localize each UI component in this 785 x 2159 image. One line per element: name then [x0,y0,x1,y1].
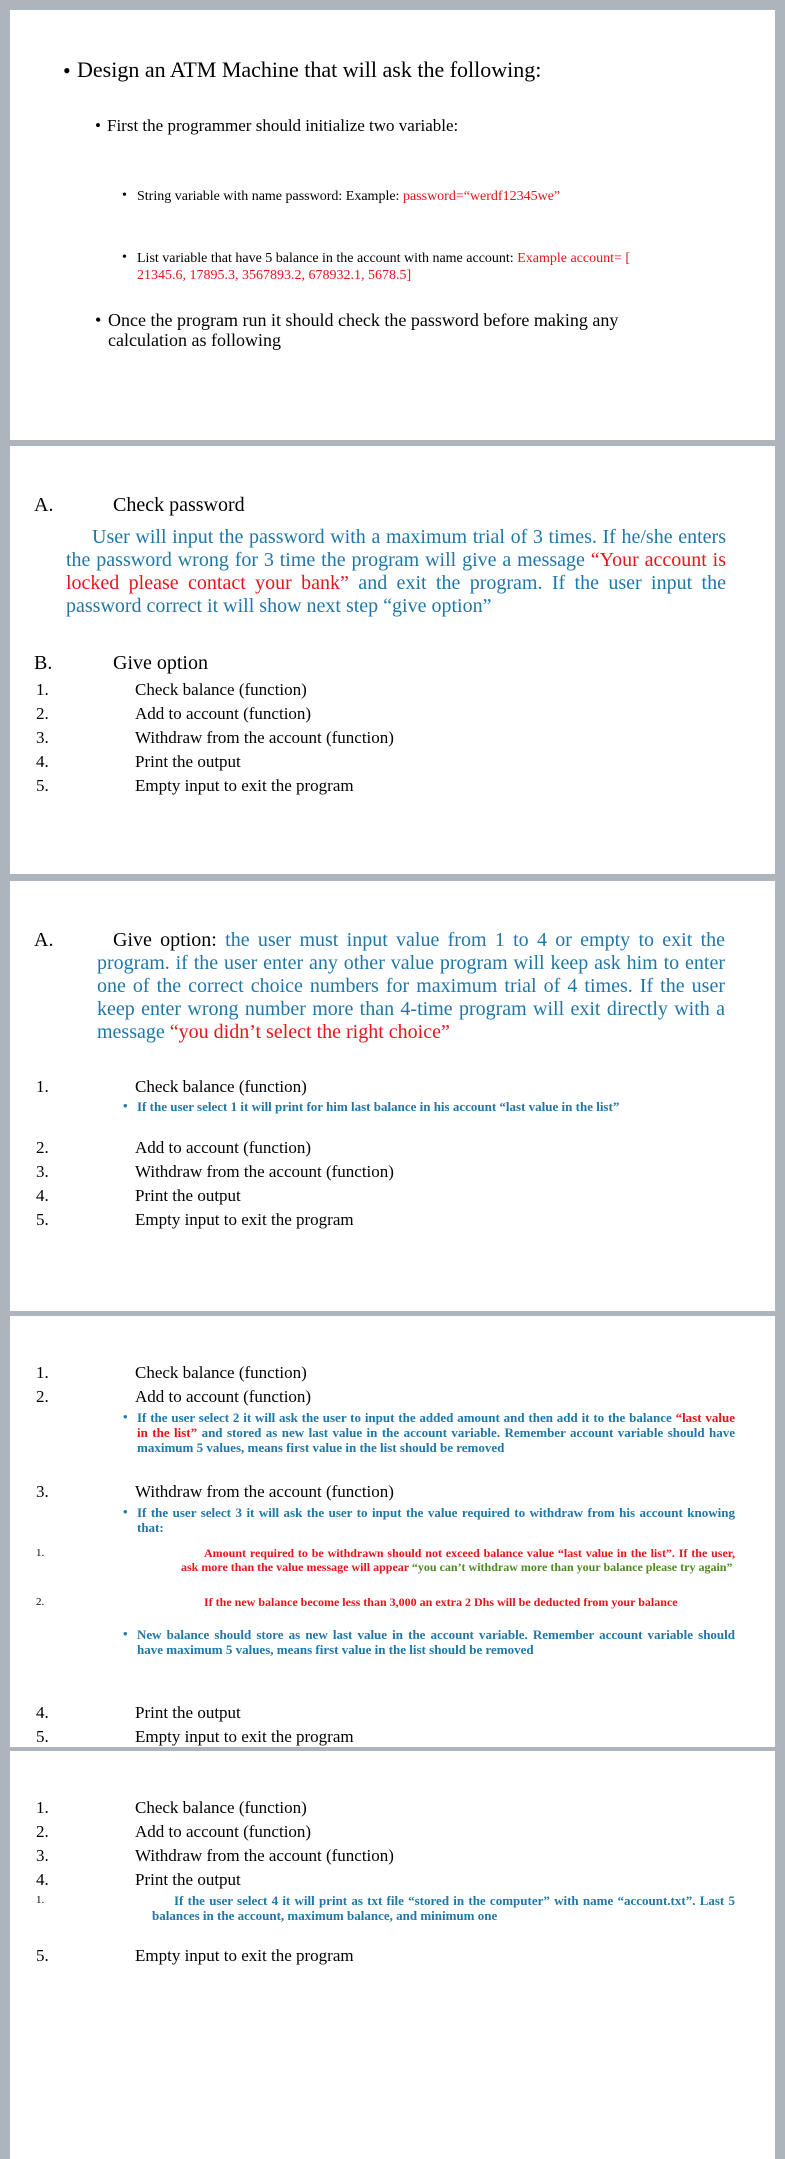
list-number: 5. [36,1946,49,1965]
list-item: Print the output [135,1870,241,1889]
slide-5 [10,1751,775,2159]
bullet-icon: • [123,1626,128,1641]
sub-sub-text: Amount required to be withdrawn should not exceed balance value “last value in the list”. If the user, ask more than the value message will appear “you can’t withdraw more than your balance please try again” [181,1546,735,1574]
list-item: Check balance (function) [135,680,307,699]
list-number: 3. [36,1482,49,1501]
sub-sub-text: If the user select 4 it will print as txt file “stored in the computer” with name “account.txt”. Last 5 balances in the account, maximum balance, and minimum one [152,1893,735,1923]
sub-sub-text: If the new balance become less than 3,000 an extra 2 Dhs will be deducted from your balance [204,1595,678,1609]
list-item: Empty input to exit the program [135,1727,354,1746]
bullet-icon: • [122,188,127,203]
list-item: Add to account (function) [135,1138,312,1157]
section-paragraph: User will input the password with a maximum trial of 3 times. If he/she enters the password wrong for 3 time the program will give a message “Your account is locked please contact your bank” and exit the program. If the user input the password correct it will show next step “give option” [66,526,726,617]
sub-bullet-text: If the user select 3 it will ask the user to input the value required to withdraw from his account knowing that: [137,1505,735,1535]
bullet-text-continued: calculation as following [108,330,281,350]
sub-bullet-text: If the user select 2 it will ask the user to input the added amount and then add it to the balance “last value in the list” and stored as new last value in the account variable. Remember account variable should have maximum 5 values, means first value in the list should be removed [137,1410,735,1455]
list-number: 4. [36,752,49,771]
list-number: 5. [36,776,49,795]
list-item: Withdraw from the account (function) [135,1482,394,1501]
list-item: Empty input to exit the program [135,1210,354,1229]
list-number: 4. [36,1870,49,1889]
sub-number: 1. [36,1894,45,1906]
list-item: Add to account (function) [135,1387,312,1406]
bullet-icon: • [123,1409,128,1424]
slide-4 [10,1316,775,1747]
list-number: 3. [36,728,49,747]
list-item: Empty input to exit the program [135,1946,354,1965]
list-item: Check balance (function) [135,1077,307,1096]
bullet-icon: • [95,310,102,330]
section-title: Check password [113,494,245,516]
list-number: 4. [36,1186,49,1205]
bullet-text-continued: 21345.6, 17895.3, 3567893.2, 678932.1, 5678.5] [137,268,412,283]
list-item: Withdraw from the account (function) [135,1846,394,1865]
list-number: 1. [36,680,49,699]
list-number: 1. [36,1077,49,1096]
slide-2 [10,446,775,874]
bullet-icon: • [123,1504,128,1519]
section-title: Give option [113,652,208,674]
list-number: 1. [36,1363,49,1382]
list-number: 2. [36,704,49,723]
bullet-icon: • [95,116,101,135]
list-item: Empty input to exit the program [135,776,354,795]
slide-3 [10,881,775,1311]
list-number: 2. [36,1387,49,1406]
list-item: Check balance (function) [135,1798,307,1817]
section-marker: B. [34,652,53,674]
list-number: 5. [36,1727,49,1746]
list-number: 2. [36,1138,49,1157]
list-item: Add to account (function) [135,704,312,723]
sub-bullet-text: New balance should store as new last value in the account variable. Remember account variable should have maximum 5 values, means first value in the list should be removed [137,1627,735,1657]
list-item: Add to account (function) [135,1822,312,1841]
bullet-text: List variable that have 5 balance in the account with name account: Example account= [ [137,251,631,266]
list-number: 3. [36,1846,49,1865]
bullet-icon: • [122,250,127,265]
list-item: Withdraw from the account (function) [135,728,394,747]
bullet-text: First the programmer should initialize two variable: [107,116,459,135]
list-number: 5. [36,1210,49,1229]
list-item: Withdraw from the account (function) [135,1162,394,1181]
sub-bullet-text: If the user select 1 it will print for him last balance in his account “last value in the list” [137,1099,620,1114]
list-number: 1. [36,1798,49,1817]
slide-1 [10,10,775,440]
sub-number: 2. [36,1596,45,1608]
list-item: Print the output [135,1703,241,1722]
slide-title: Design an ATM Machine that will ask the following: [77,57,542,82]
list-item: Print the output [135,1186,241,1205]
section-paragraph: Give option: the user must input value from 1 to 4 or empty to exit the program. if the user enter any other value program will keep ask him to enter one of the correct choice numbers for maximum trial of 4 times. If the user keep enter wrong number more than 4-time program will exit directly with a message “you didn’t select the right choice” [97,929,726,1043]
section-marker: A. [34,494,54,516]
bullet-text: Once the program run it should check the password before making any [108,310,619,330]
list-item: Check balance (function) [135,1363,307,1382]
bullet-text: String variable with name password: Example: password=“werdf12345we” [137,189,561,204]
sub-number: 1. [36,1547,45,1559]
list-number: 4. [36,1703,49,1722]
bullet-icon: • [123,1098,128,1113]
list-item: Print the output [135,752,241,771]
list-number: 2. [36,1822,49,1841]
section-marker: A. [34,929,54,951]
bullet-icon: • [63,58,71,83]
list-number: 3. [36,1162,49,1181]
